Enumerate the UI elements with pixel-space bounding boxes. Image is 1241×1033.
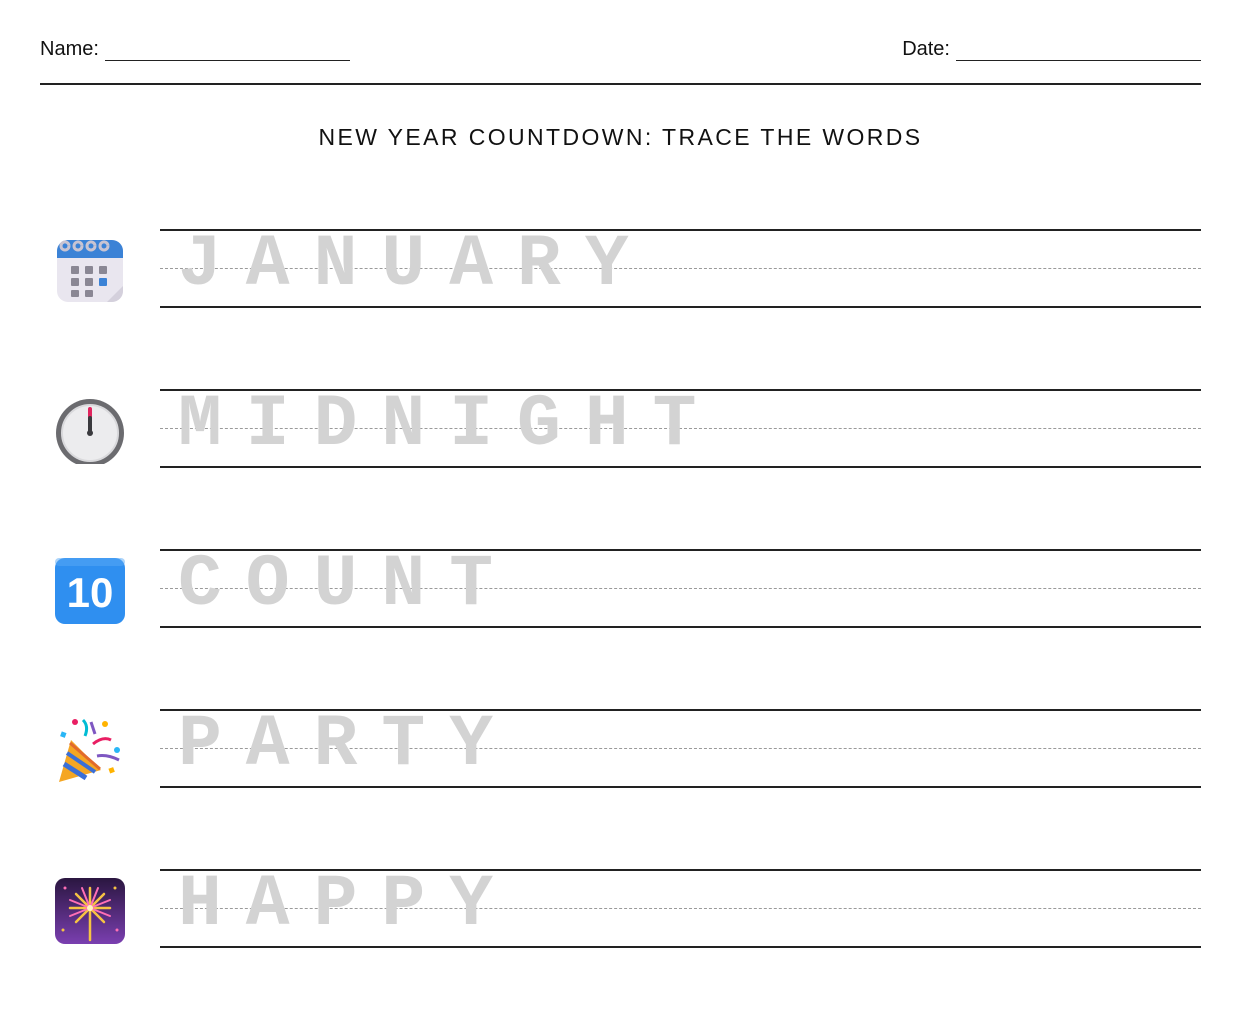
fireworks-icon bbox=[55, 874, 125, 944]
trace-word: JANUARY bbox=[178, 223, 653, 306]
worksheet-header bbox=[40, 36, 1201, 66]
name-label: Name: bbox=[40, 38, 99, 60]
trace-row-party bbox=[0, 703, 1241, 789]
trace-word: PARTY bbox=[178, 703, 518, 786]
trace-row-count bbox=[0, 543, 1241, 629]
writing-lines bbox=[160, 863, 1201, 949]
keycap-ten-icon bbox=[55, 554, 125, 624]
clock-icon bbox=[55, 394, 125, 464]
header-divider bbox=[40, 83, 1201, 85]
trace-row-january bbox=[0, 223, 1241, 309]
calendar-icon bbox=[55, 234, 125, 304]
date-blank-line[interactable] bbox=[956, 36, 1201, 61]
base-rule bbox=[160, 786, 1201, 788]
trace-row-happy bbox=[0, 863, 1241, 949]
trace-word: HAPPY bbox=[178, 863, 518, 946]
date-label: Date: bbox=[902, 38, 950, 60]
name-blank-line[interactable] bbox=[105, 36, 350, 61]
writing-lines bbox=[160, 703, 1201, 789]
trace-word: MIDNIGHT bbox=[178, 383, 721, 466]
party-popper-icon bbox=[55, 714, 125, 784]
base-rule bbox=[160, 626, 1201, 628]
writing-lines bbox=[160, 223, 1201, 309]
base-rule bbox=[160, 946, 1201, 948]
writing-lines bbox=[160, 543, 1201, 629]
base-rule bbox=[160, 466, 1201, 468]
trace-word: COUNT bbox=[178, 543, 518, 626]
trace-row-midnight bbox=[0, 383, 1241, 469]
worksheet-title: NEW YEAR COUNTDOWN: TRACE THE WORDS bbox=[318, 124, 923, 150]
date-field bbox=[902, 36, 1201, 61]
keycap-ten-text: 10 bbox=[66, 569, 114, 616]
name-field bbox=[40, 36, 350, 61]
base-rule bbox=[160, 306, 1201, 308]
writing-lines bbox=[160, 383, 1201, 469]
